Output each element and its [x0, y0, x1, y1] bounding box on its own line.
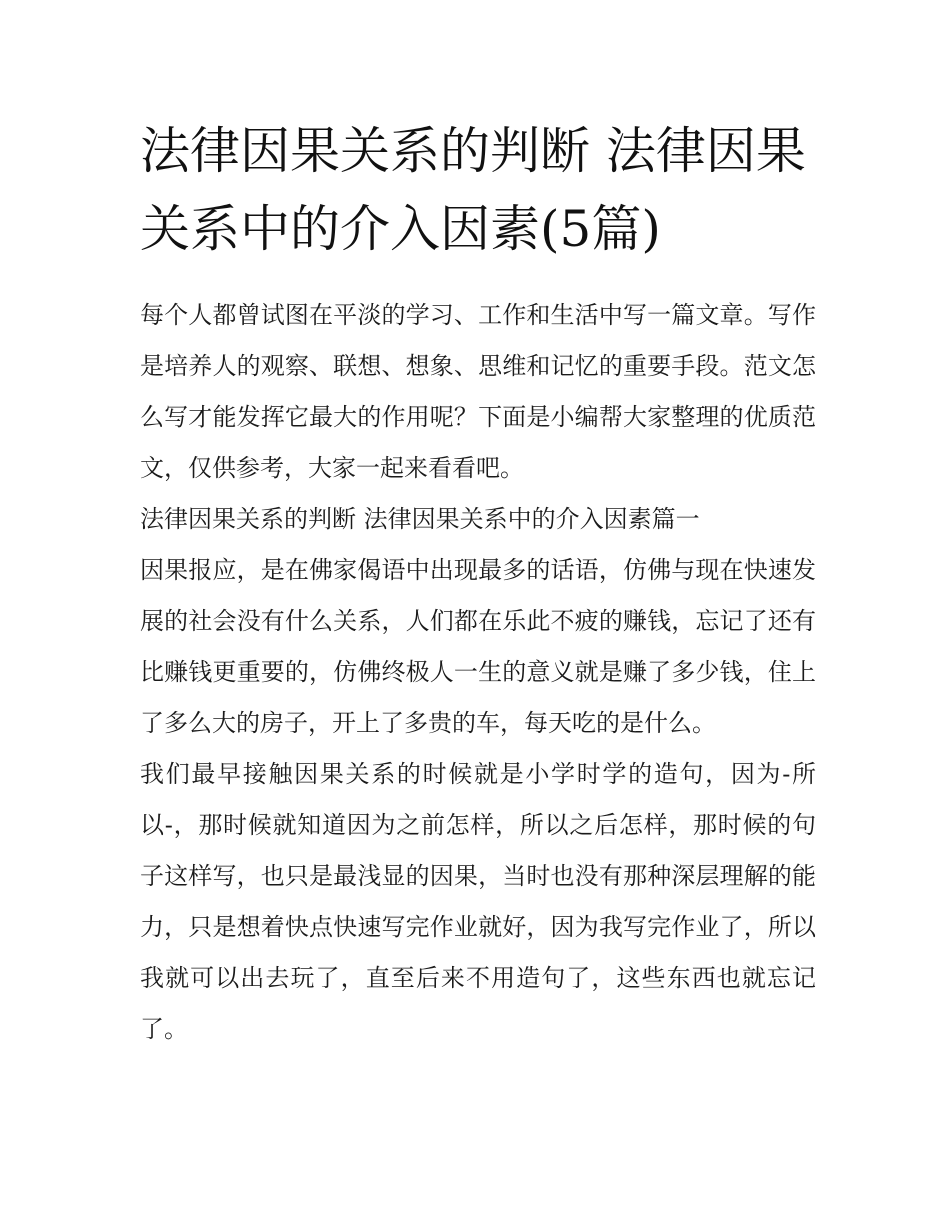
document-page [140, 112, 816, 1055]
section-heading: 法律因果关系的判断 法律因果关系中的介入因素篇一 [140, 505, 700, 533]
body-paragraph-2: 我们最早接触因果关系的时候就是小学时学的造句，因为-所以-，那时候就知道因为之前怎样，所以之后怎样，那时候的句子这样写，也只是最浅显的因果，当时也没有那种深层理解的能力，只是想着快点快速写完作业就好，因为我写完作业了，所以我就可以出去玩了，直至后来不用造句了，这些东西也就忘记了。 [140, 760, 816, 1043]
document-title: 法律因果关系的判断 法律因果关系中的介入因素(5篇) [140, 122, 806, 258]
body-paragraph-1: 因果报应，是在佛家偈语中出现最多的话语，仿佛与现在快速发展的社会没有什么关系，人们都在乐此不疲的赚钱，忘记了还有比赚钱更重要的，仿佛终极人一生的意义就是赚了多少钱，住上了多么大的房子，开上了多贵的车，每天吃的是什么。 [140, 556, 816, 737]
intro-paragraph: 每个人都曾试图在平淡的学习、工作和生活中写一篇文章。写作是培养人的观察、联想、想象、思维和记忆的重要手段。范文怎么写才能发挥它最大的作用呢？下面是小编帮大家整理的优质范文，仅供参考，大家一起来看看吧。 [140, 301, 816, 482]
